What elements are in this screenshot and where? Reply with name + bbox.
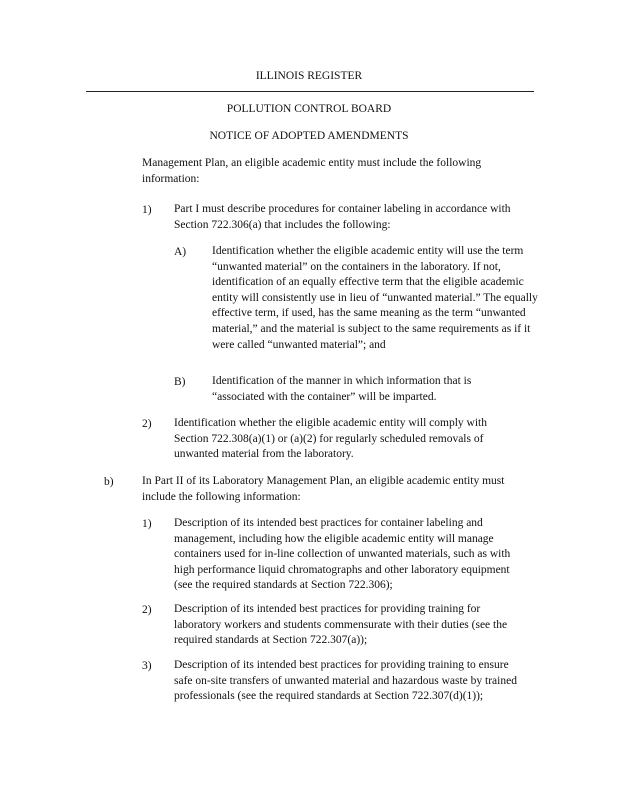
- board-heading: POLLUTION CONTROL BOARD: [226, 103, 392, 115]
- subitem-label: B): [174, 376, 186, 388]
- header-rule: [86, 91, 534, 92]
- item-label: 1): [142, 204, 152, 216]
- notice-heading: NOTICE OF ADOPTED AMENDMENTS: [209, 130, 409, 142]
- subitem-label: A): [174, 246, 187, 258]
- item-label: 3): [142, 660, 152, 672]
- intro-paragraph: Management Plan, an eligible academic entity must include the following information:: [142, 157, 482, 185]
- subitem-text: Identification of the manner in which information that is “associated with the container” will be imparted.: [212, 375, 472, 403]
- item-text: Description of its intended best practices for providing training to ensure safe on-site transfers of unwanted material and hazardous waste by trained professionals (see the required standards at Section 722.307(d)(1));: [174, 659, 517, 703]
- subitem-text: Identification whether the eligible academic entity will use the term “unwanted material” on the containers in the laboratory. If not, identification of an equally effective term that the eligible academic entity will consistently use in lieu of “unwanted material.” The equally effective term, if used, has the same meaning as the term “unwanted material,” and the material is subject to the same requirements as if it were called “unwanted material”; and: [212, 245, 538, 351]
- item-text: Description of its intended best practices for container labeling and management, including how the eligible academic entity will manage containers used for in-line collection of unwanted materials, such as with high performance liquid chromatographs and other laboratory equipment (see the required standards at Section 722.306);: [174, 517, 511, 592]
- item-label: 1): [142, 518, 152, 530]
- section-text: In Part II of its Laboratory Management Plan, an eligible academic entity must include the following information:: [142, 475, 505, 503]
- item-label: 2): [142, 604, 152, 616]
- item-label: 2): [142, 418, 152, 430]
- item-text: Identification whether the eligible academic entity will comply with Section 722.308(a)(1) or (a)(2) for regularly scheduled removals of unwanted material from the laboratory.: [174, 417, 487, 461]
- item-text: Part I must describe procedures for container labeling in accordance with Section 722.306(a) that includes the following:: [174, 203, 511, 231]
- section-label: b): [104, 476, 114, 488]
- item-text: Description of its intended best practices for providing training for laboratory workers and students commensurate with their duties (see the required standards at Section 722.307(a));: [174, 603, 508, 647]
- register-heading: ILLINOIS REGISTER: [255, 70, 363, 82]
